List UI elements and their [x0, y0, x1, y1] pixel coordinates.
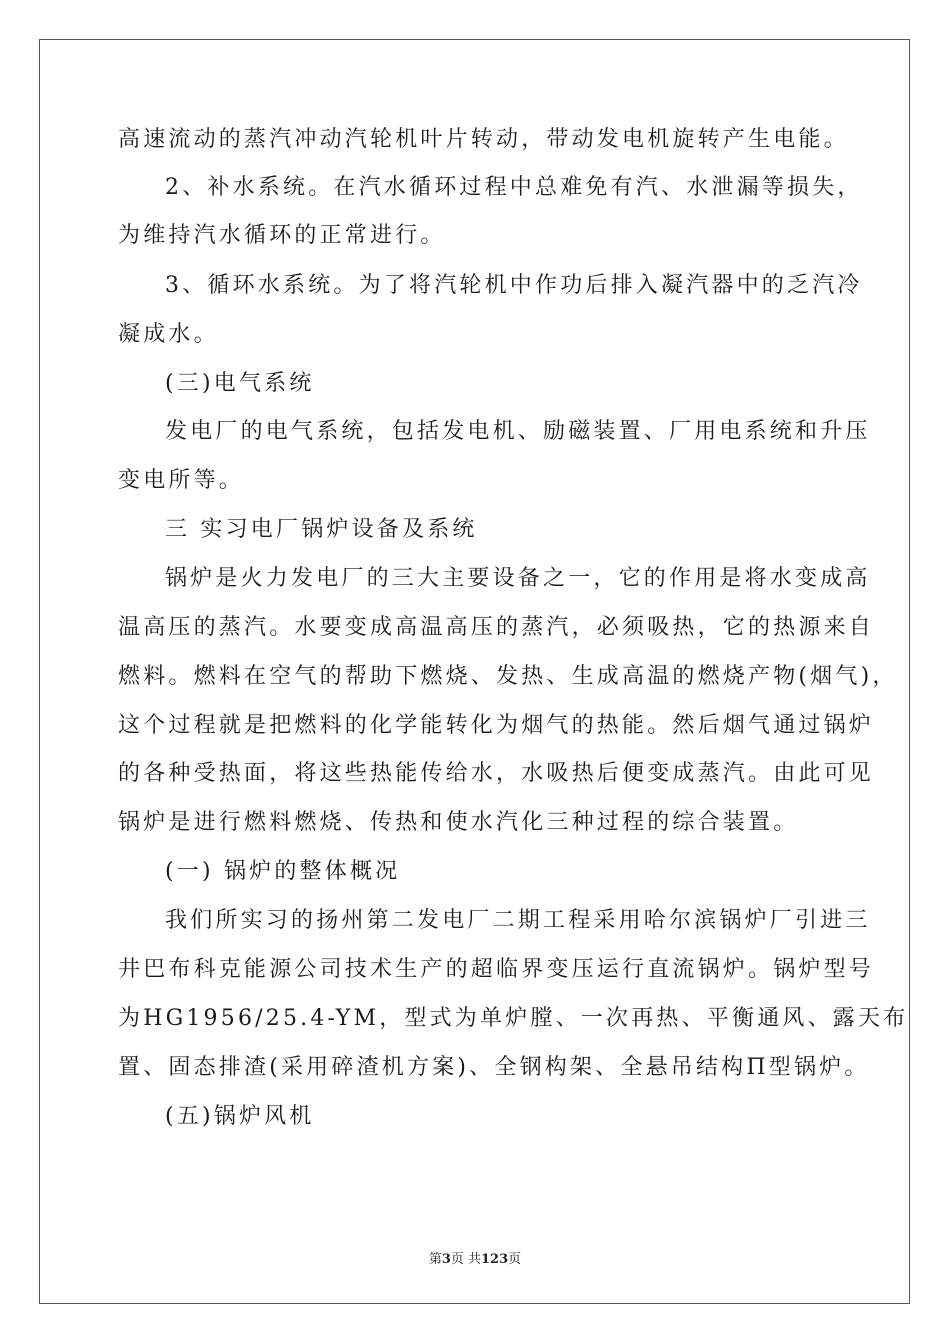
section-heading: (三)电气系统: [165, 371, 315, 396]
paragraph-line: 2、补水系统。在汽水循环过程中总难免有汽、水泄漏等损失，: [165, 175, 863, 200]
section-heading: (一) 锅炉的整体概况: [165, 859, 401, 884]
paragraph-line: 为维持汽水循环的正常进行。: [118, 223, 446, 248]
paragraph-line: 井巴布科克能源公司技术生产的超临界变压运行直流锅炉。锅炉型号: [118, 957, 875, 982]
paragraph-line: 发电厂的电气系统，包括发电机、励磁装置、厂用电系统和升压: [165, 419, 871, 444]
paragraph-line: 锅炉是进行燃料燃烧、传热和使水汽化三种过程的综合装置。: [118, 810, 799, 835]
current-page-number: 3: [441, 1252, 451, 1267]
paragraph-line: 我们所实习的扬州第二发电厂二期工程采用哈尔滨锅炉厂引进三: [165, 908, 871, 933]
footer-mid: 页 共: [450, 1252, 482, 1267]
paragraph-line: 这个过程就是把燃料的化学能转化为烟气的热能。然后烟气通过锅炉: [118, 713, 875, 738]
section-heading: 三 实习电厂锅炉设备及系统: [165, 517, 478, 542]
page-footer: [0, 1248, 950, 1267]
paragraph-line: 为HG1956/25.4-YM，型式为单炉膛、一次再热、平衡通风、露天布: [118, 1006, 909, 1031]
paragraph-line: 置、固态排渣(采用碎渣机方案)、全钢构架、全悬吊结构Π型锅炉。: [118, 1055, 870, 1080]
paragraph-line: 燃料。燃料在空气的帮助下燃烧、发热、生成高温的燃烧产物(烟气)，: [118, 664, 898, 689]
footer-prefix: 第: [428, 1252, 442, 1267]
footer-suffix: 页: [508, 1252, 522, 1267]
paragraph-line: 锅炉是火力发电厂的三大主要设备之一，它的作用是将水变成高: [165, 566, 871, 591]
paragraph-line: 的各种受热面，将这些热能传给水，水吸热后便变成蒸汽。由此可见: [118, 761, 875, 786]
paragraph-line: 凝成水。: [118, 322, 219, 347]
paragraph-line: 变电所等。: [118, 468, 245, 493]
paragraph-line: 高速流动的蒸汽冲动汽轮机叶片转动，带动发电机旋转产生电能。: [118, 127, 849, 152]
section-heading: (五)锅炉风机: [165, 1104, 315, 1129]
paragraph-line: 温高压的蒸汽。水要变成高温高压的蒸汽，必须吸热，它的热源来自: [118, 615, 875, 640]
total-page-count: 123: [481, 1252, 509, 1267]
paragraph-line: 3、循环水系统。为了将汽轮机中作功后排入凝汽器中的乏汽冷: [165, 273, 863, 298]
